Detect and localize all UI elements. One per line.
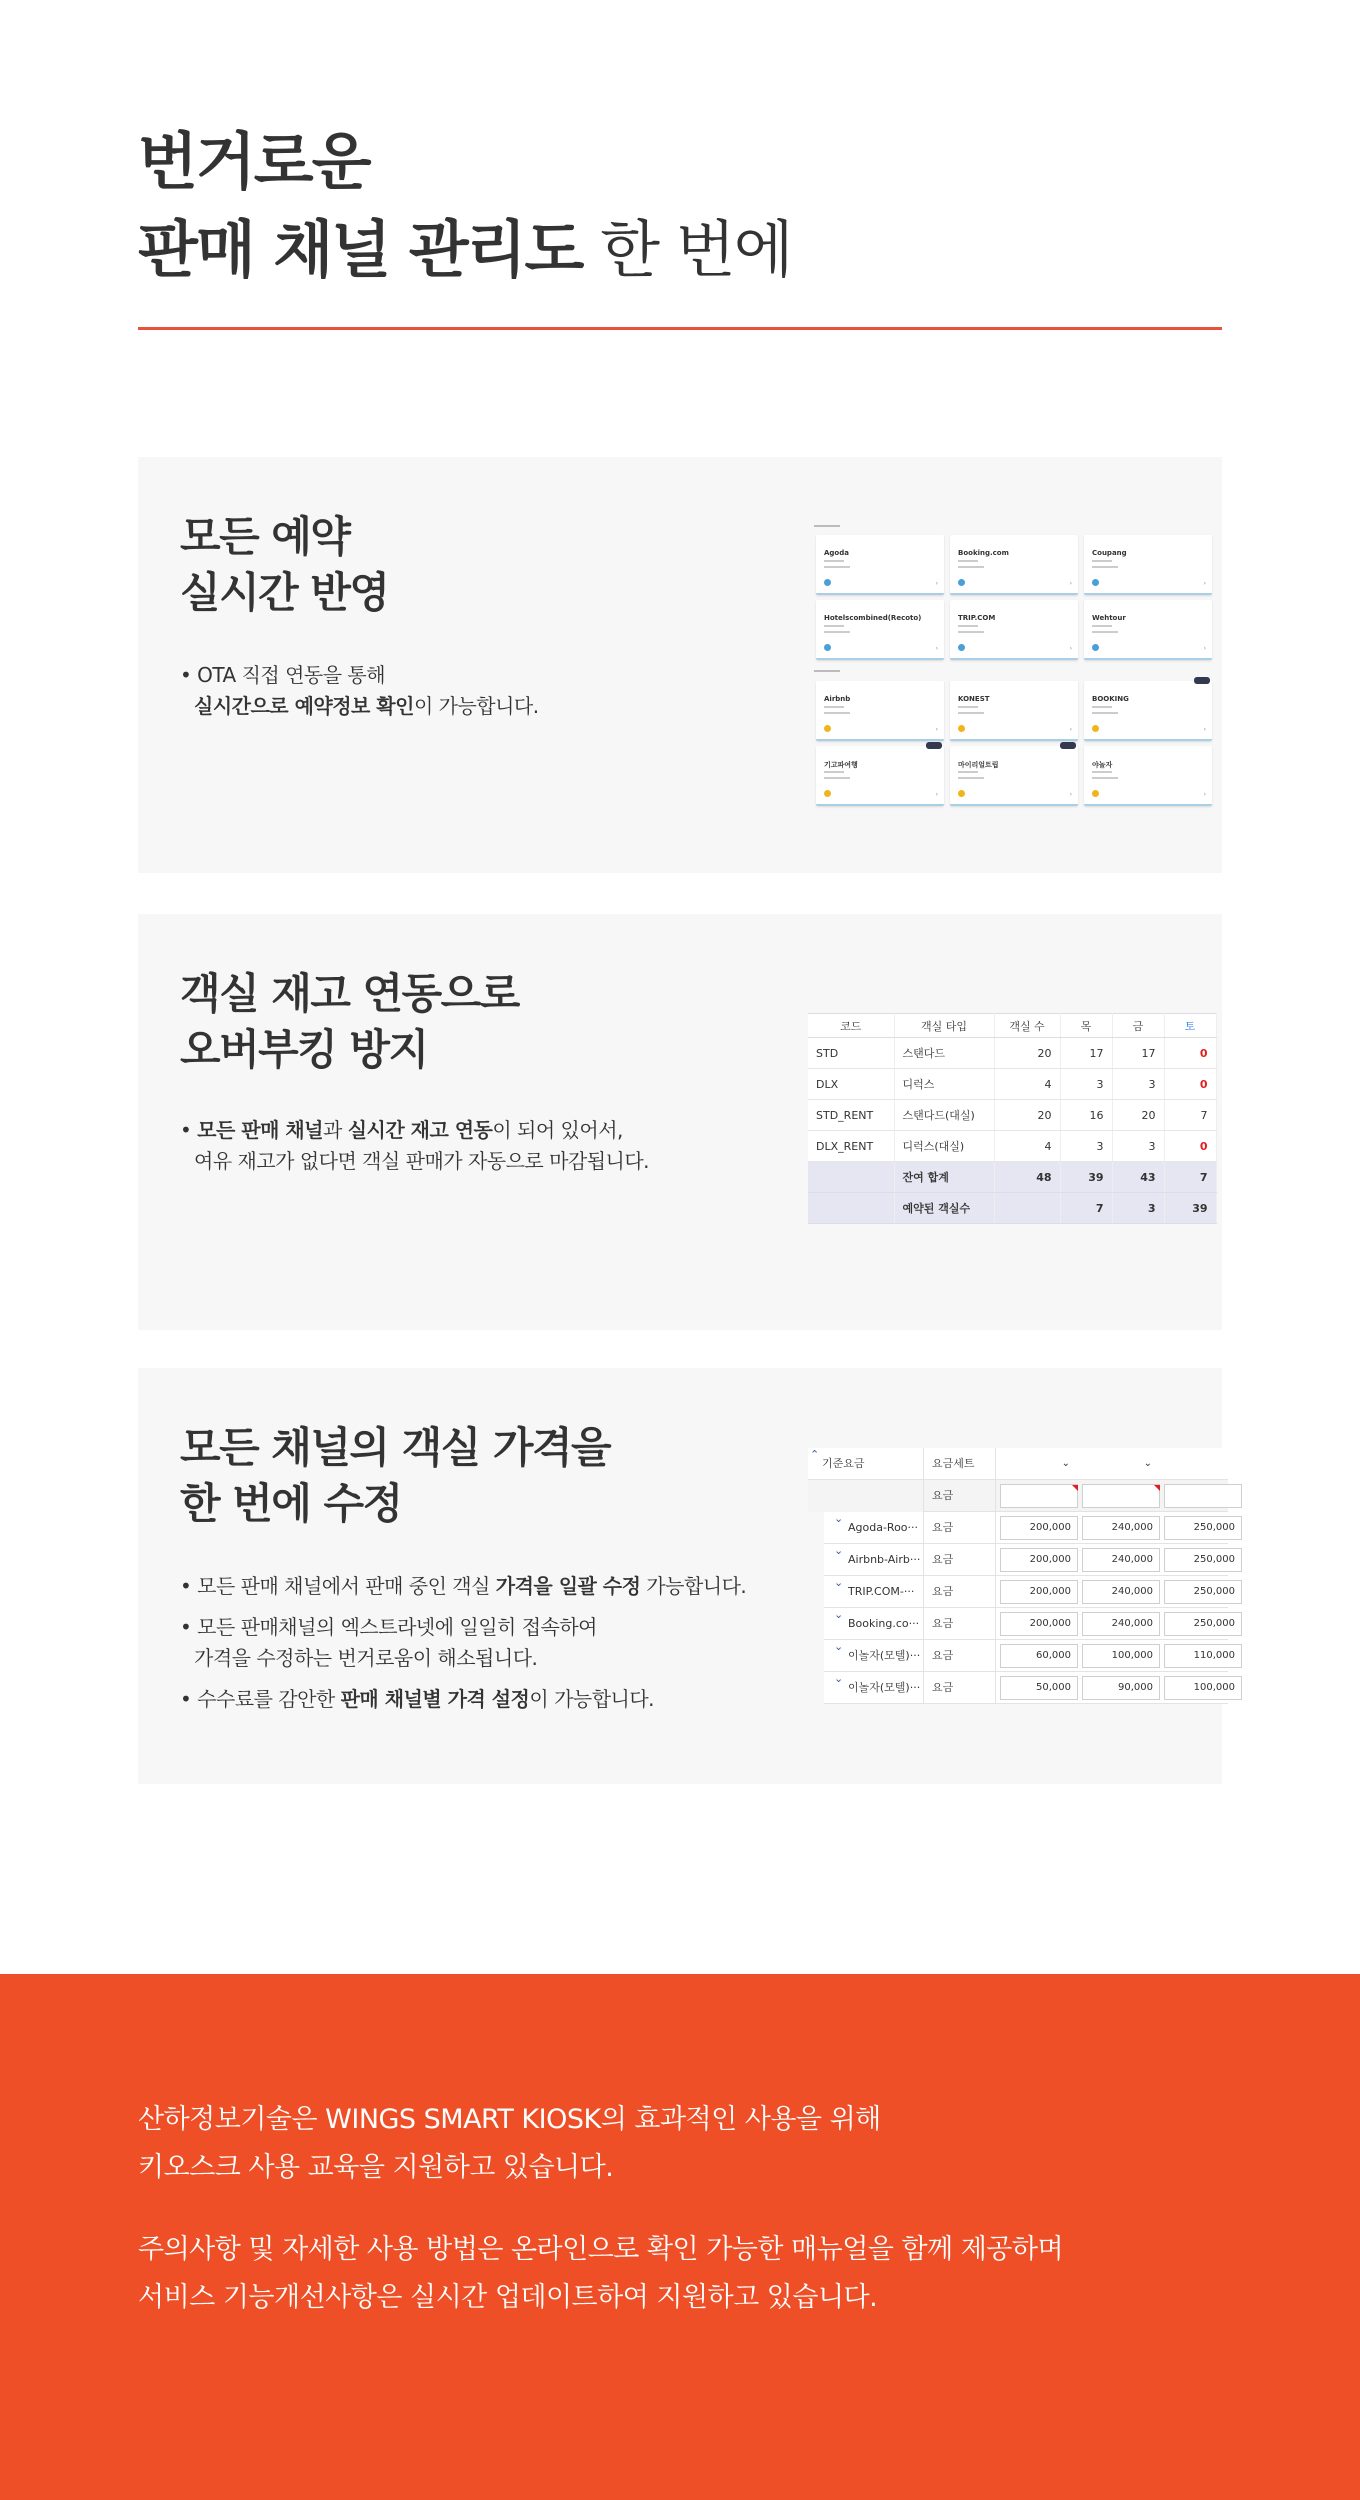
rate-set-select[interactable]: ⌄ bbox=[1061, 1458, 1070, 1469]
footer-text: 서비스 기능개선사항은 실시간 업데이트하여 지원하고 있습니다. bbox=[138, 2282, 878, 2313]
ota-channel-tile[interactable] bbox=[816, 600, 944, 660]
footer-paragraph-1 bbox=[138, 2096, 881, 2192]
channel-rate-row bbox=[824, 1576, 1235, 1608]
bullet-text: 이 가능합니다. bbox=[529, 1687, 655, 1711]
ota-channel-name: KONEST bbox=[958, 695, 990, 703]
chevron-down-icon[interactable]: ⌄ bbox=[834, 1512, 844, 1525]
ota-channel-tile[interactable] bbox=[816, 746, 944, 806]
table-cell: STD_RENT bbox=[808, 1100, 894, 1131]
bullet-item bbox=[180, 1684, 746, 1715]
ota-channel-tile[interactable] bbox=[950, 681, 1078, 741]
chevron-down-icon[interactable]: ⌄ bbox=[834, 1640, 844, 1653]
bullet-item bbox=[180, 1115, 649, 1177]
chevron-right-icon: › bbox=[935, 645, 938, 652]
summary-value: 39 bbox=[1164, 1193, 1216, 1224]
table-cell: 0 bbox=[1164, 1038, 1216, 1069]
card-bullets bbox=[180, 1571, 746, 1725]
ota-channel-name: 기고파여행 bbox=[824, 761, 858, 769]
table-header-cell[interactable]: 객실 타입 bbox=[894, 1014, 994, 1038]
chevron-right-icon: › bbox=[935, 791, 938, 798]
placeholder-line bbox=[958, 566, 984, 568]
new-badge bbox=[926, 742, 942, 749]
chevron-right-icon: › bbox=[1069, 645, 1072, 652]
placeholder-line bbox=[824, 777, 850, 779]
table-cell: 3 bbox=[1112, 1131, 1164, 1162]
bullet-emphasis: 판매 채널별 가격 설정 bbox=[340, 1687, 530, 1711]
summary-value: 7 bbox=[1060, 1193, 1112, 1224]
rate-label: 요금 bbox=[924, 1544, 996, 1576]
new-badge bbox=[1194, 677, 1210, 684]
chevron-right-icon: › bbox=[935, 580, 938, 587]
card-title-line2: 실시간 반영 bbox=[180, 568, 389, 617]
placeholder-line bbox=[958, 560, 978, 562]
channel-name: TRIP.COM-··· bbox=[824, 1576, 924, 1608]
chevron-right-icon: › bbox=[1203, 580, 1206, 587]
channel-name: Booking.co··· bbox=[824, 1608, 924, 1640]
table-cell: DLX bbox=[808, 1069, 894, 1100]
status-dot-icon bbox=[958, 644, 965, 651]
hero-title-bold: 판매 채널 관리도 bbox=[138, 213, 583, 286]
bullet-item bbox=[180, 1612, 746, 1674]
table-cell: STD bbox=[808, 1038, 894, 1069]
table-cell bbox=[808, 1162, 894, 1193]
rate-input[interactable]: 100,000 bbox=[1164, 1676, 1242, 1700]
rate-set-label: 요금세트 bbox=[924, 1448, 996, 1480]
table-cell: 3 bbox=[1060, 1131, 1112, 1162]
rate-input[interactable]: 90,000 bbox=[1082, 1676, 1160, 1700]
footer-banner bbox=[0, 1974, 1360, 2500]
chevron-right-icon: › bbox=[1203, 645, 1206, 652]
table-header-cell[interactable]: 객실 수 bbox=[994, 1014, 1060, 1038]
ota-channel-name: Booking.com bbox=[958, 549, 1009, 557]
placeholder-line bbox=[958, 712, 984, 714]
status-dot-icon bbox=[824, 644, 831, 651]
rate-base-row bbox=[808, 1480, 1228, 1512]
ota-channel-tile[interactable] bbox=[1084, 746, 1212, 806]
placeholder-line bbox=[958, 706, 978, 708]
status-dot-icon bbox=[1092, 790, 1099, 797]
channel-rate-row bbox=[824, 1640, 1235, 1672]
rate-label: 요금 bbox=[924, 1672, 996, 1704]
channel-rate-row bbox=[824, 1608, 1235, 1640]
ota-channel-tile[interactable] bbox=[816, 535, 944, 595]
status-dot-icon bbox=[958, 579, 965, 586]
rate-input[interactable]: 240,000 bbox=[1082, 1548, 1160, 1572]
placeholder-line bbox=[824, 771, 844, 773]
status-dot-icon bbox=[824, 790, 831, 797]
ota-channel-tile[interactable] bbox=[816, 681, 944, 741]
placeholder-line bbox=[1092, 777, 1118, 779]
ota-channel-tile[interactable] bbox=[1084, 535, 1212, 595]
channel-rate-row bbox=[824, 1544, 1235, 1576]
rate-label: 요금 bbox=[924, 1480, 996, 1512]
rate-input[interactable]: 200,000 bbox=[1000, 1548, 1078, 1572]
feature-card-bulk-pricing bbox=[138, 1368, 1235, 1784]
ota-channel-name: Agoda bbox=[824, 549, 849, 557]
table-header-cell[interactable]: 금 bbox=[1112, 1014, 1164, 1038]
table-cell: 3 bbox=[1112, 1069, 1164, 1100]
table-cell: 20 bbox=[994, 1038, 1060, 1069]
base-rate-input[interactable] bbox=[1082, 1484, 1160, 1508]
rate-input[interactable]: 250,000 bbox=[1164, 1612, 1242, 1636]
summary-value: 7 bbox=[1164, 1162, 1216, 1193]
summary-label: 잔여 합계 bbox=[894, 1162, 994, 1193]
card-title bbox=[180, 1420, 610, 1532]
chevron-up-icon[interactable]: ⌃ bbox=[810, 1448, 820, 1461]
feature-card-inventory-sync bbox=[138, 914, 1222, 1330]
bullet-text: • OTA 직접 연동을 통해 bbox=[180, 663, 386, 687]
rate-input[interactable]: 60,000 bbox=[1000, 1644, 1078, 1668]
hero-title-light: 한 번에 bbox=[582, 213, 792, 286]
ota-channel-name: Hotelscombined(Recoto) bbox=[824, 614, 922, 622]
status-dot-icon bbox=[824, 579, 831, 586]
table-summary-row bbox=[808, 1162, 1216, 1193]
rate-input[interactable]: 250,000 bbox=[1164, 1580, 1242, 1604]
channel-name: 이놀자(모텔)··· bbox=[824, 1640, 924, 1672]
rate-input[interactable]: 200,000 bbox=[1000, 1580, 1078, 1604]
bullet-text: 이 가능합니다. bbox=[413, 694, 539, 718]
rate-label: 요금 bbox=[924, 1576, 996, 1608]
summary-value: 3 bbox=[1112, 1193, 1164, 1224]
bullet-text: 과 bbox=[323, 1118, 348, 1142]
bullet-text: • 모든 판매 채널에서 판매 중인 객실 bbox=[180, 1574, 496, 1598]
table-cell: DLX_RENT bbox=[808, 1131, 894, 1162]
status-dot-icon bbox=[1092, 644, 1099, 651]
base-rate-input[interactable] bbox=[1000, 1484, 1078, 1508]
rate-input[interactable]: 100,000 bbox=[1082, 1644, 1160, 1668]
table-cell: 16 bbox=[1060, 1100, 1112, 1131]
table-row bbox=[808, 1100, 1216, 1131]
placeholder-line bbox=[824, 566, 850, 568]
card-title-line1: 모든 예약 bbox=[180, 512, 350, 561]
channel-rate-row bbox=[824, 1672, 1235, 1704]
card-bullets bbox=[180, 660, 539, 732]
table-cell: 0 bbox=[1164, 1069, 1216, 1100]
table-row bbox=[808, 1069, 1216, 1100]
base-rate-input[interactable] bbox=[1164, 1484, 1242, 1508]
placeholder-line bbox=[1092, 566, 1118, 568]
bullet-emphasis: 모든 판매 채널 bbox=[197, 1118, 324, 1142]
placeholder-line bbox=[1092, 712, 1118, 714]
section-label bbox=[814, 523, 840, 529]
table-header-cell[interactable]: 목 bbox=[1060, 1014, 1112, 1038]
bullet-text-line2: 가격을 수정하는 번거로움이 해소됩니다. bbox=[194, 1646, 538, 1670]
placeholder-line bbox=[1092, 771, 1112, 773]
card-title-line2: 한 번에 수정 bbox=[180, 1479, 402, 1528]
card-title bbox=[180, 966, 519, 1078]
table-cell: 3 bbox=[1060, 1069, 1112, 1100]
placeholder-line bbox=[958, 631, 984, 633]
rate-input[interactable]: 200,000 bbox=[1000, 1516, 1078, 1540]
rate-input[interactable]: 250,000 bbox=[1164, 1516, 1242, 1540]
ota-channel-name: BOOKING bbox=[1092, 695, 1129, 703]
inventory-table bbox=[808, 1013, 1217, 1224]
table-cell: 스탠다드 bbox=[894, 1038, 994, 1069]
status-dot-icon bbox=[1092, 725, 1099, 732]
chevron-right-icon: › bbox=[1069, 580, 1072, 587]
hero-heading bbox=[138, 118, 1222, 294]
card-title-line1: 객실 재고 연동으로 bbox=[180, 969, 519, 1018]
card-bullets bbox=[180, 1115, 649, 1187]
placeholder-line bbox=[824, 625, 844, 627]
summary-value: 39 bbox=[1060, 1162, 1112, 1193]
bullet-text: 가능합니다. bbox=[640, 1574, 747, 1598]
placeholder-line bbox=[958, 771, 978, 773]
summary-value: 48 bbox=[994, 1162, 1060, 1193]
ota-channel-tile[interactable] bbox=[950, 746, 1078, 806]
table-cell bbox=[808, 1193, 894, 1224]
bullet-text-line1: • 모든 판매 채널과 실시간 재고 연동이 되어 있어서, bbox=[180, 1118, 623, 1142]
rate-set-select[interactable]: ⌄ bbox=[1143, 1458, 1152, 1469]
placeholder-line bbox=[824, 631, 850, 633]
feature-card-realtime-booking bbox=[138, 457, 1222, 873]
ota-channel-tile[interactable] bbox=[1084, 600, 1212, 660]
chevron-right-icon: › bbox=[1203, 726, 1206, 733]
status-dot-icon bbox=[958, 790, 965, 797]
rate-input[interactable]: 50,000 bbox=[1000, 1676, 1078, 1700]
channel-name: 이놀자(모텔)··· bbox=[824, 1672, 924, 1704]
bullet-text: • 수수료를 감안한 bbox=[180, 1687, 341, 1711]
placeholder-line bbox=[1092, 625, 1112, 627]
placeholder-line bbox=[958, 777, 984, 779]
base-rate-label: 기준요금 bbox=[808, 1448, 924, 1480]
ota-channel-name: Wehtour bbox=[1092, 614, 1126, 622]
chevron-down-icon[interactable]: ⌄ bbox=[834, 1672, 844, 1685]
table-cell: 7 bbox=[1164, 1100, 1216, 1131]
table-cell: 디럭스(대실) bbox=[894, 1131, 994, 1162]
channel-name: Airbnb-Airb··· bbox=[824, 1544, 924, 1576]
footer-text: 산하정보기술은 WINGS SMART KIOSK의 효과적인 사용을 위해 bbox=[138, 2104, 881, 2135]
card-title bbox=[180, 509, 388, 621]
bullet-emphasis: 실시간으로 예약정보 확인 bbox=[194, 694, 414, 718]
placeholder-line bbox=[1092, 631, 1118, 633]
placeholder-line bbox=[958, 625, 978, 627]
ota-channel-name: TRIP.COM bbox=[958, 614, 996, 622]
table-cell: 20 bbox=[994, 1100, 1060, 1131]
table-header-cell[interactable]: 코드 bbox=[808, 1014, 894, 1038]
bullet-text: • 모든 판매채널의 엑스트라넷에 일일히 접속하여 bbox=[180, 1615, 597, 1639]
table-cell: 스탠다드(대실) bbox=[894, 1100, 994, 1131]
placeholder-line bbox=[1092, 706, 1112, 708]
status-dot-icon bbox=[824, 725, 831, 732]
rate-input[interactable]: 110,000 bbox=[1164, 1644, 1242, 1668]
ota-channel-tile[interactable] bbox=[950, 535, 1078, 595]
channel-name: Agoda-Roo··· bbox=[824, 1512, 924, 1544]
ota-channel-name: Coupang bbox=[1092, 549, 1127, 557]
table-cell: 4 bbox=[994, 1069, 1060, 1100]
hero-title-line2 bbox=[138, 206, 1222, 294]
ota-channel-name: 마이리얼트립 bbox=[958, 761, 999, 769]
table-cell: 0 bbox=[1164, 1131, 1216, 1162]
table-cell: 17 bbox=[1112, 1038, 1164, 1069]
status-dot-icon bbox=[958, 725, 965, 732]
summary-value: 43 bbox=[1112, 1162, 1164, 1193]
table-row bbox=[808, 1131, 1216, 1162]
rate-label: 요금 bbox=[924, 1640, 996, 1672]
placeholder-line bbox=[824, 712, 850, 714]
summary-label: 예약된 객실수 bbox=[894, 1193, 994, 1224]
placeholder-line bbox=[824, 706, 844, 708]
card-title-line2: 오버부킹 방지 bbox=[180, 1025, 428, 1074]
rate-input[interactable]: 240,000 bbox=[1082, 1612, 1160, 1636]
rate-input[interactable]: 240,000 bbox=[1082, 1516, 1160, 1540]
table-header-cell[interactable]: 토 bbox=[1164, 1014, 1216, 1038]
table-cell: 20 bbox=[1112, 1100, 1164, 1131]
ota-channel-name: Airbnb bbox=[824, 695, 851, 703]
rate-header-row bbox=[808, 1448, 1228, 1480]
footer-paragraph-2 bbox=[138, 2226, 1063, 2322]
bullet-emphasis: 실시간 재고 연동 bbox=[347, 1118, 493, 1142]
bullet-text-line2: 여유 재고가 없다면 객실 판매가 자동으로 마감됩니다. bbox=[194, 1149, 650, 1173]
chevron-right-icon: › bbox=[1203, 791, 1206, 798]
section-label bbox=[814, 668, 840, 674]
bullet-emphasis: 가격을 일괄 수정 bbox=[495, 1574, 641, 1598]
table-summary-row bbox=[808, 1193, 1216, 1224]
footer-text: 주의사항 및 자세한 사용 방법은 온라인으로 확인 가능한 매뉴얼을 함께 제공하며 bbox=[138, 2234, 1064, 2265]
rate-empty-cell bbox=[808, 1480, 924, 1512]
chevron-down-icon[interactable]: ⌄ bbox=[834, 1544, 844, 1557]
ota-channel-name: 야놀자 bbox=[1092, 761, 1113, 769]
bullet-item bbox=[180, 1571, 746, 1602]
bullet-text-line2 bbox=[180, 691, 539, 722]
bullet-text: 이 되어 있어서, bbox=[492, 1118, 623, 1142]
chevron-down-icon[interactable]: ⌄ bbox=[834, 1608, 844, 1621]
card-title-line1: 모든 채널의 객실 가격을 bbox=[180, 1423, 611, 1472]
table-row bbox=[808, 1038, 1216, 1069]
rate-editor-screenshot bbox=[808, 1448, 1235, 1704]
ota-channel-tile[interactable] bbox=[950, 600, 1078, 660]
chevron-right-icon: › bbox=[935, 726, 938, 733]
table-cell: 4 bbox=[994, 1131, 1060, 1162]
footer-text: 키오스크 사용 교육을 지원하고 있습니다. bbox=[138, 2152, 614, 2183]
ota-channel-tile[interactable] bbox=[1084, 681, 1212, 741]
status-dot-icon bbox=[1092, 579, 1099, 586]
summary-value bbox=[994, 1193, 1060, 1224]
rate-label: 요금 bbox=[924, 1512, 996, 1544]
table-cell: 17 bbox=[1060, 1038, 1112, 1069]
hero-divider bbox=[138, 327, 1222, 330]
chevron-down-icon[interactable]: ⌄ bbox=[834, 1576, 844, 1589]
bullet-item bbox=[180, 660, 539, 722]
new-badge bbox=[1060, 742, 1076, 749]
chevron-right-icon: › bbox=[1069, 791, 1072, 798]
placeholder-line bbox=[1092, 560, 1112, 562]
rate-input[interactable]: 240,000 bbox=[1082, 1580, 1160, 1604]
modified-flag bbox=[1154, 1485, 1160, 1491]
ota-channel-grid-screenshot bbox=[810, 521, 1226, 821]
rate-input[interactable]: 200,000 bbox=[1000, 1612, 1078, 1636]
chevron-right-icon: › bbox=[1069, 726, 1072, 733]
table-cell: 디럭스 bbox=[894, 1069, 994, 1100]
modified-flag bbox=[1072, 1485, 1078, 1491]
channel-rate-row bbox=[824, 1512, 1235, 1544]
hero-title-line1: 번거로운 bbox=[138, 125, 370, 198]
placeholder-line bbox=[824, 560, 844, 562]
rate-label: 요금 bbox=[924, 1608, 996, 1640]
rate-input[interactable]: 250,000 bbox=[1164, 1548, 1242, 1572]
